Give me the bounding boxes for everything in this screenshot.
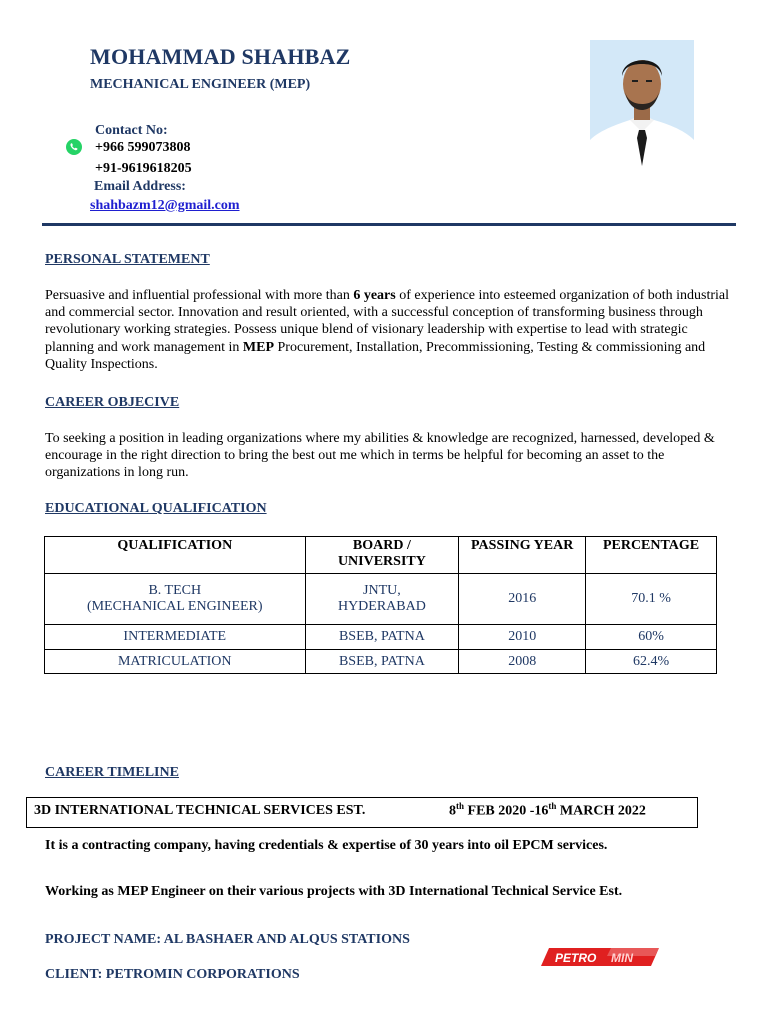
employment-dates: 8th FEB 2020 -16th MARCH 2022	[449, 801, 646, 819]
whatsapp-icon	[66, 139, 82, 155]
table-header-row	[45, 537, 717, 574]
percentage-cell: 70.1 %	[586, 574, 717, 625]
company-description: It is a contracting company, having credentials & expertise of 30 years into oil EPCM services.	[45, 838, 608, 853]
personal-statement-heading: PERSONAL STATEMENT	[45, 252, 210, 267]
board-cell: BSEB, PATNA	[305, 650, 459, 674]
logo-text-b: MIN	[611, 951, 633, 965]
board-cell: BSEB, PATNA	[305, 625, 459, 650]
year-cell: 2016	[459, 574, 586, 625]
candidate-name: MOHAMMAD SHAHBAZ	[90, 44, 351, 69]
career-timeline-heading: CAREER TIMELINE	[45, 765, 179, 780]
year-cell: 2010	[459, 625, 586, 650]
role-description: Working as MEP Engineer on their various projects with 3D International Technical Service Est.	[45, 884, 623, 899]
profile-photo	[590, 40, 694, 166]
personal-statement-text: Persuasive and influential professional with more than 6 years of experience into esteemed organization of both industrial and commercial sector. Innovation and result oriented, with a successful conception of transforming business through revolutionary working strategies. Possess unique blend of visionary leadership with expertise to lead with strategic planning and work management in MEP Procurement, Installation, Precommissioning, Testing & commissioning and Quality Inspections.	[45, 288, 730, 372]
header-divider	[42, 223, 736, 226]
contact-label: Contact No:	[95, 123, 168, 138]
project-name: PROJECT NAME: AL BASHAER AND ALQUS STATIONS	[45, 932, 410, 947]
percentage-cell: 60%	[586, 625, 717, 650]
email-link[interactable]: shahbazm12@gmail.com	[90, 198, 240, 213]
qualification-cell: MATRICULATION	[45, 650, 306, 674]
table-row	[45, 574, 717, 625]
career-objective-heading: CAREER OBJECIVE	[45, 395, 180, 410]
email-label: Email Address:	[94, 179, 186, 194]
column-header: QUALIFICATION	[45, 537, 306, 574]
career-objective-text: To seeking a position in leading organizations where my abilities & knowledge are recognized, harnessed, developed & encourage in the right direction to bring the best out me which in terms be helpful for becoming an asset to the organizations in long run.	[45, 431, 715, 481]
years-experience: 6 years	[353, 288, 396, 303]
education-table	[44, 536, 717, 674]
education-heading: EDUCATIONAL QUALIFICATION	[45, 501, 267, 516]
phone-number-secondary[interactable]: +91-9619618205	[95, 161, 192, 176]
client-name: CLIENT: PETROMIN CORPORATIONS	[45, 967, 300, 982]
logo-text-a: PETRO	[555, 951, 597, 965]
petromin-logo	[541, 946, 659, 968]
year-cell: 2008	[459, 650, 586, 674]
candidate-role: MECHANICAL ENGINEER (MEP)	[90, 77, 311, 92]
percentage-cell: 62.4%	[586, 650, 717, 674]
company-name: 3D INTERNATIONAL TECHNICAL SERVICES EST.	[34, 803, 366, 818]
phone-number-primary[interactable]: +966 599073808	[95, 140, 191, 155]
qualification-cell: INTERMEDIATE	[45, 625, 306, 650]
table-row	[45, 650, 717, 674]
board-cell: JNTU, HYDERABAD	[305, 574, 459, 625]
table-row	[45, 625, 717, 650]
column-header: PASSING YEAR	[459, 537, 586, 574]
column-header: PERCENTAGE	[586, 537, 717, 574]
qualification-cell: B. TECH (MECHANICAL ENGINEER)	[45, 574, 306, 625]
column-header: BOARD / UNIVERSITY	[305, 537, 459, 574]
mep-keyword: MEP	[242, 339, 275, 355]
